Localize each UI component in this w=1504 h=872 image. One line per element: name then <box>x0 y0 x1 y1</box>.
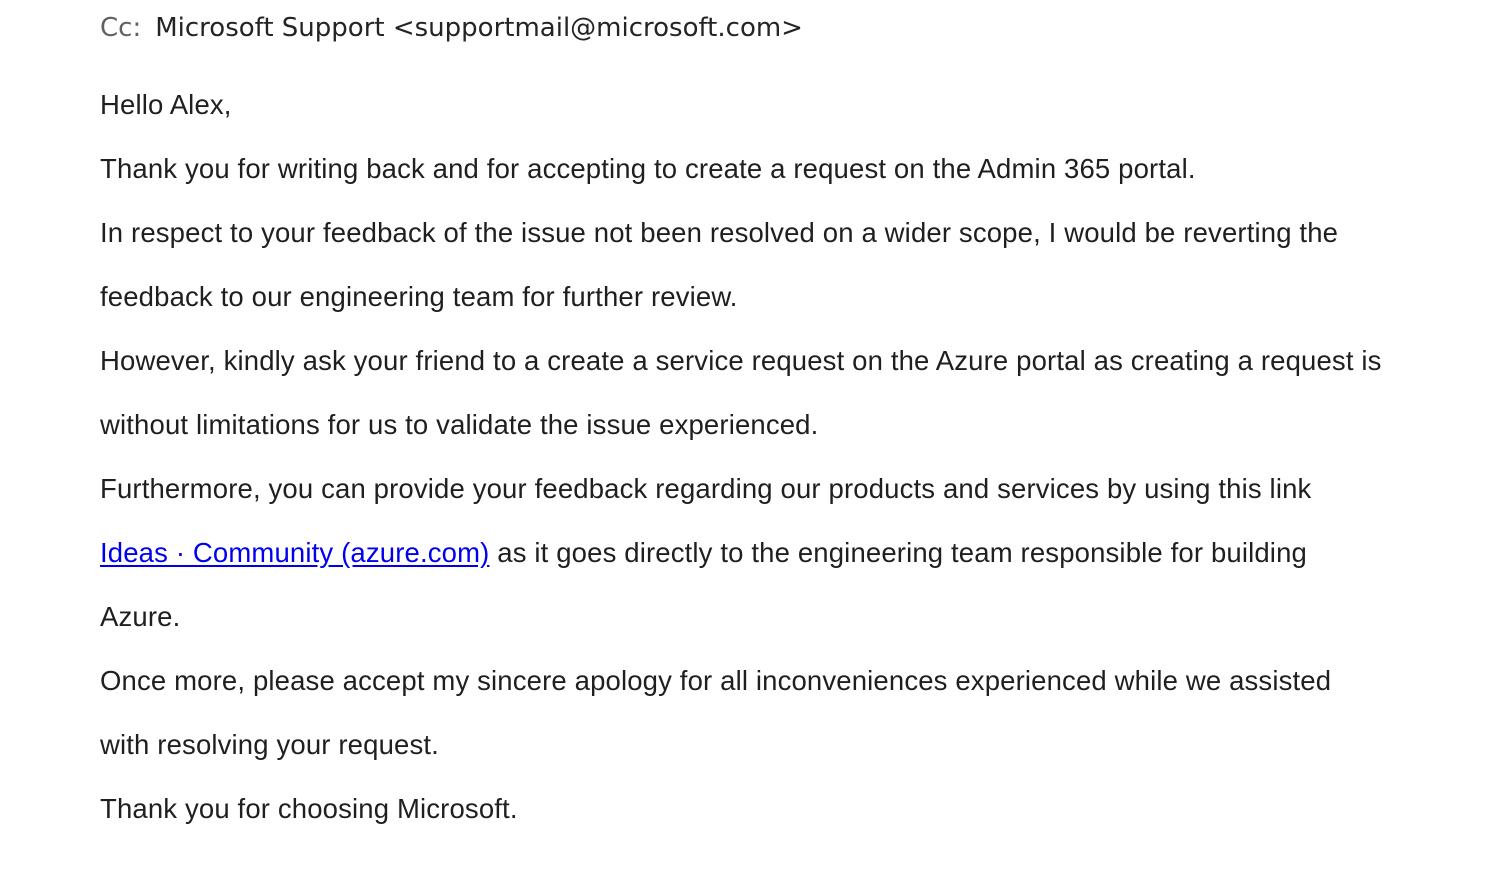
email-body <box>100 73 1480 841</box>
body-line: However, kindly ask your friend to a create a service request on the Azure portal as creating a request is <box>100 345 1382 376</box>
cc-recipient[interactable]: Microsoft Support <supportmail@microsoft.com> <box>155 13 803 43</box>
cc-row <box>100 10 803 46</box>
body-line-with-link <box>100 521 1480 585</box>
ideas-community-link[interactable]: Ideas · Community (azure.com) <box>100 537 490 568</box>
greeting: Hello Alex, <box>100 89 232 120</box>
body-line: Thank you for writing back and for accepting to create a request on the Admin 365 portal. <box>100 153 1196 184</box>
closing: Thank you for choosing Microsoft. <box>100 793 518 824</box>
cc-label: Cc: <box>100 13 142 43</box>
body-line: without limitations for us to validate the issue experienced. <box>100 409 819 440</box>
body-line: feedback to our engineering team for further review. <box>100 281 738 312</box>
body-line: Once more, please accept my sincere apology for all inconveniences experienced while we assisted <box>100 665 1332 696</box>
body-line: Azure. <box>100 601 181 632</box>
body-line: with resolving your request. <box>100 729 439 760</box>
body-line: Furthermore, you can provide your feedback regarding our products and services by using this link <box>100 473 1312 504</box>
body-line: In respect to your feedback of the issue not been resolved on a wider scope, I would be reverting the <box>100 217 1339 248</box>
body-text: as it goes directly to the engineering team responsible for building <box>489 537 1307 568</box>
